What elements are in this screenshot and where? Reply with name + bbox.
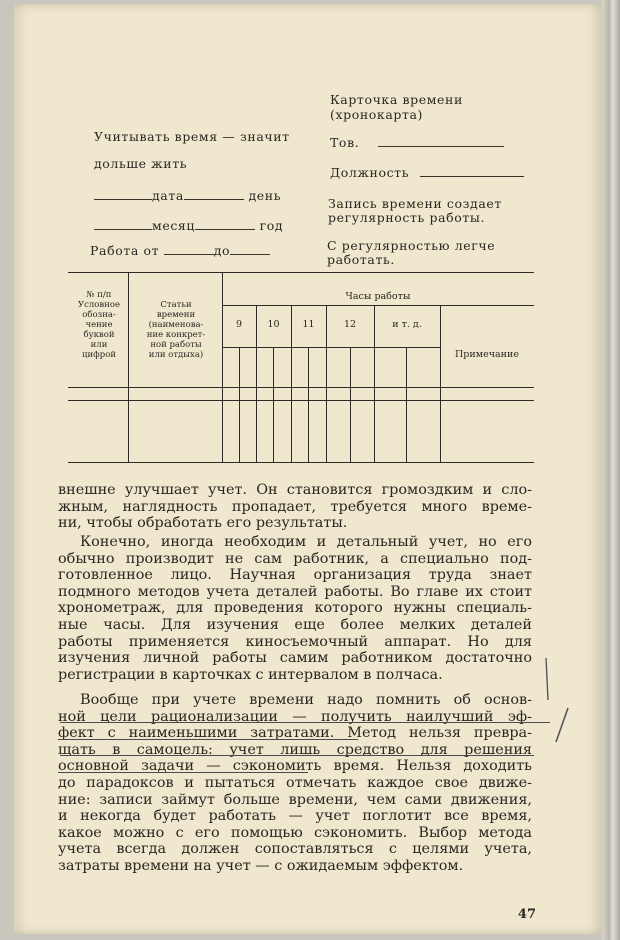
col-items-header-line: (наименова- [148,320,204,330]
col-number-header-line: обозна- [82,310,116,320]
col-number-header-line: Условное [77,300,121,310]
comrade-field [330,134,504,150]
text-line: изучения личной работы самим работником достаточно [58,650,532,667]
card-note1-line1: Запись времени создает [328,196,502,211]
table-header-rule [68,387,534,388]
paragraph-1 [58,482,532,532]
col-items-header-line: Статьи [160,300,192,310]
paragraph-2 [58,534,532,683]
month-blank-1 [94,217,152,230]
to-blank [230,242,270,255]
col-divider-1 [128,273,129,462]
text-line: учета всегда должен сопоставляться с целями учета, [58,841,532,858]
card-title: Карточка времени [330,92,463,107]
book-edge [602,0,620,940]
work-row [90,242,270,258]
text-line: ные часы. Для изучения еще более мелких деталей [58,616,532,633]
col-number-header-line: № п/п [86,290,112,300]
hours-sub-rule [222,347,440,348]
motto-line2: дольше жить [94,156,188,171]
notes-header: Примечание [455,349,519,360]
paragraph-3 [58,692,532,875]
hour-9: 9 [235,319,243,330]
col-number-header-line: буквой [83,330,115,340]
month-label: месяц [152,218,196,233]
text-line: фект с наименьшими затратами. Метод нельзя превра- [58,725,532,742]
pencil-underline [60,722,550,723]
day-label: день [248,188,282,203]
position-blank [420,164,524,177]
text-line: готовленное лицо. Научная организация труда знает [58,567,532,584]
month-blank-2 [195,217,255,230]
col-items-header-line: времени [156,310,196,320]
text-line: регистрации в карточках с интервалом в полчаса. [58,666,443,683]
date-label: дата [152,188,184,203]
text-line: ни, чтобы обработать его результаты. [58,515,348,532]
hour-etc: и т. д. [392,319,422,330]
half-hour-divider [406,348,407,462]
work-from-blank [164,242,214,255]
year-label: год [259,218,284,233]
card-subtitle: (хронокарта) [330,107,424,122]
table-row-rule [68,400,534,401]
position-label: Должность [330,165,410,180]
half-hour-divider [239,348,240,462]
half-hour-divider [308,348,309,462]
text-line: работы применяется киносъемочный аппарат. Но для [58,633,532,650]
notes-divider [440,305,441,462]
table-top-rule [68,272,534,273]
card-note1-line2: регулярность работы. [328,210,486,225]
position-field [330,164,524,180]
hour-10: 10 [267,319,280,330]
text-line: и некогда будет работать — учет поглотит все время, [58,808,532,825]
col-items-header-line: ной работы [150,340,202,350]
text-line: до парадоксов и пытаться отмечать каждое свое движе- [58,774,532,791]
table-bottom-rule [68,462,534,463]
text-line: Вообще при учете времени надо помнить об основ- [80,692,532,708]
text-line: подмного методов учета деталей работы. Во главе их стоит [58,583,532,600]
work-from-label: Работа от [90,243,160,258]
hours-rule [222,305,534,306]
text-line: обычно производит не сам работник, а специально под- [58,550,532,567]
pencil-underline [60,755,534,756]
text-line: щать в самоцель: учет лишь средство для решения [58,741,532,758]
pencil-underline [58,772,308,773]
date-row [94,187,281,203]
col-number-header [70,290,128,360]
hour-11: 11 [302,319,315,330]
col-number-header-line: чение [85,320,113,330]
text-line: внешне улучшает учет. Он становится громоздким и сло- [58,482,532,498]
text-line: ние: записи займут больше времени, чем сами движения, [58,791,532,808]
date-blank-2 [184,187,244,200]
text-line: жным, наглядность пропадает, требуется много време- [58,498,532,515]
col-number-header-line: или [90,340,108,350]
to-label: до [213,243,231,258]
date-blank-1 [94,187,152,200]
col-number-header-line: цифрой [81,350,116,360]
text-line: затраты времени на учет — с ожидаемым эффектом. [58,857,464,874]
col-items-header [130,300,222,360]
text-line: основной задачи — сэкономить время. Нельзя доходить [58,758,532,775]
text-line: хронометраж, для проведения которого нужны специаль- [58,600,532,617]
text-line: какое можно с его помощью сэкономить. Выбор метода [58,824,532,841]
comrade-blank [378,134,504,147]
card-note2-line1: С регулярностью легче [327,238,496,253]
col-items-header-line: ние конкрет- [146,330,206,340]
page-number: 47 [517,907,536,922]
text-line: ной цели рационализации — получить наилучший эф- [58,708,532,725]
col-items-header-line: или отдыха) [148,350,204,360]
month-row [94,217,283,233]
hour-12: 12 [343,319,357,330]
text-line: Конечно, иногда необходим и детальный учет, но его [80,534,532,550]
half-hour-divider [273,348,274,462]
card-note2-line2: работать. [327,252,395,267]
pencil-margin-mark [536,650,576,770]
hours-header: Часы работы [345,291,411,302]
motto-line1: Учитывать время — значит [94,129,290,144]
comrade-label: Тов. [330,135,360,150]
half-hour-divider [350,348,351,462]
pencil-underline [58,739,358,740]
